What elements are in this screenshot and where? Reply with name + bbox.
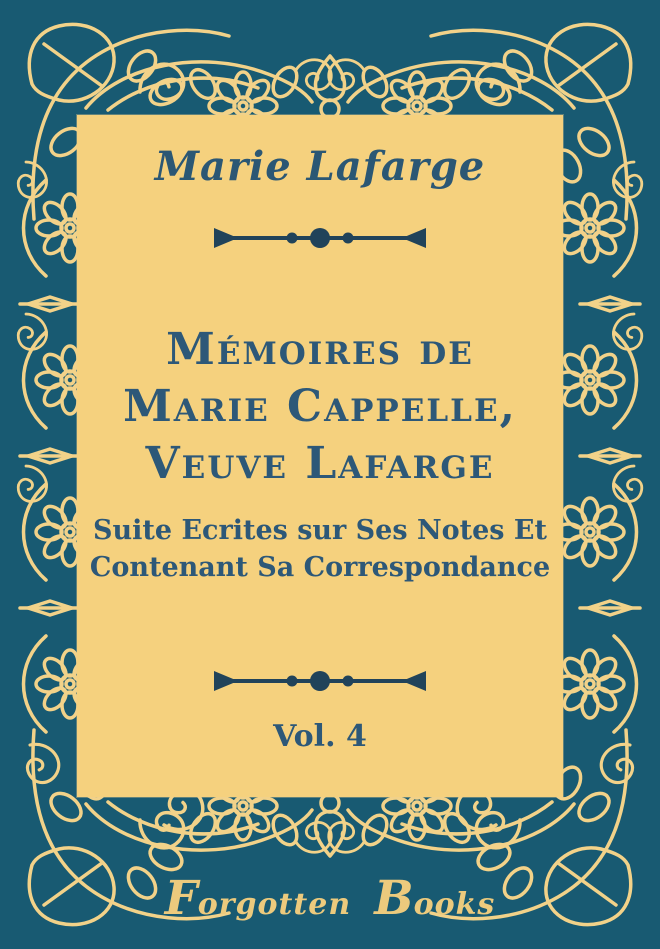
title-line-2: Marie Cappelle, <box>123 381 517 432</box>
title-line-1: Mémoires de <box>166 324 474 375</box>
subtitle-line-2: Contenant Sa Correspondance <box>89 552 551 583</box>
publisher-word-books: Books <box>374 870 496 925</box>
border-right-ornament <box>556 158 647 788</box>
divider-rule-icon <box>210 225 430 251</box>
author-name: Marie Lafarge <box>154 143 486 190</box>
book-subtitle <box>90 512 550 586</box>
volume-label: Vol. 4 <box>273 719 367 754</box>
cover-panel <box>77 115 563 797</box>
publisher-logo <box>0 872 660 931</box>
publisher-word-forgotten: Forgotten <box>164 870 352 925</box>
divider-rule-icon <box>210 668 430 694</box>
subtitle-line-1: Suite Ecrites sur Ses Notes Et <box>93 515 547 546</box>
book-title <box>123 321 517 492</box>
title-line-3: Veuve Lafarge <box>145 438 495 489</box>
